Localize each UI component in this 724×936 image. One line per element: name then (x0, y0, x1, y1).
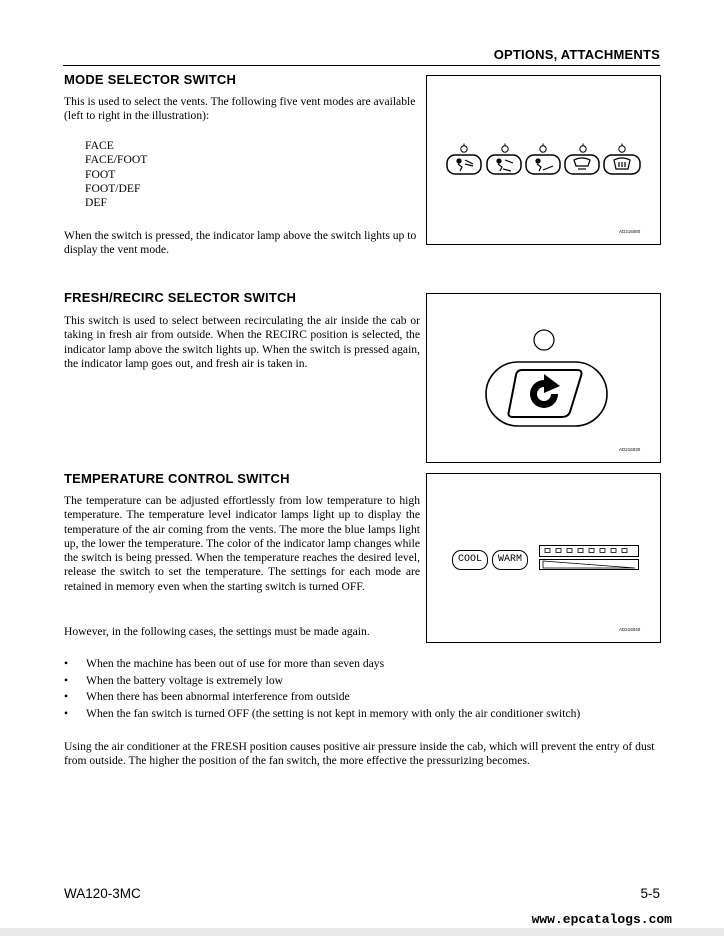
mode-item-face: FACE (85, 139, 114, 152)
recirc-switch-illustration (427, 294, 660, 462)
mode-item-face-foot: FACE/FOOT (85, 153, 148, 167)
fresh-figure (426, 293, 661, 463)
temperature-level-indicator (539, 545, 639, 573)
closing-paragraph: Using the air conditioner at the FRESH position causes positive air pressure inside the cab, which will prevent the entry of dust from outside. The higher the position of the fan switch, the more effective the pressurizing becomes. (64, 740, 655, 768)
cool-button: COOL (452, 550, 488, 570)
mode-item-foot-def: FOOT/DEF (85, 181, 141, 195)
fresh-figure-code: AD216030 (619, 447, 641, 452)
list-item: • When there has been abnormal interference from outside (64, 690, 664, 707)
temp-figure-code: AD216040 (619, 627, 641, 632)
list-item: • When the machine has been out of use for more than seven days (64, 657, 664, 674)
recirc-indicator-lamp (534, 330, 554, 350)
mode-figure-code: AD216080 (619, 229, 641, 234)
section-title: OPTIONS, ATTACHMENTS (493, 47, 660, 62)
temp-figure (426, 473, 661, 643)
mode-heading: MODE SELECTOR SWITCH (64, 72, 237, 87)
footer-page-number: 5-5 (640, 886, 660, 901)
temp-however: However, in the following cases, the settings must be made again. (64, 625, 370, 638)
warm-button: WARM (492, 550, 528, 570)
mode-item-foot: FOOT (85, 167, 116, 181)
mode-figure (426, 75, 661, 245)
footer-model: WA120-3MC (64, 886, 141, 901)
list-item: • When the fan switch is turned OFF (the setting is not kept in memory with only the air conditioner switch) (64, 707, 664, 724)
list-item: • When the battery voltage is extremely low (64, 674, 664, 691)
mode-note: When the switch is pressed, the indicator lamp above the switch lights up to display the vent mode. (64, 229, 417, 257)
temp-heading: TEMPERATURE CONTROL SWITCH (64, 471, 290, 486)
mode-intro: This is used to select the vents. The following five vent modes are available (left to right in the illustration): (64, 95, 416, 123)
temp-text: The temperature can be adjusted effortlessly from low temperature to high temperature. The temperature level indicator lamps light up to display the temperature of the air coming from the vents. The more the blue lamps light up, the lower the temperature. The color of the indicator lamp changes while the switch is being pressed. When the temperature reaches the desired level, release the switch to set the temperature. The settings for each mode are retained in memory even when the starting switch is turned OFF. (64, 494, 420, 593)
header-rule (63, 65, 660, 66)
fresh-text: This switch is used to select between recirculating the air inside the cab or taking in fresh air from outside. When the RECIRC position is selected, the indicator lamp above the switch lights up. When the switch is pressed again, the indicator lamp goes out, and fresh air is taken in. (64, 314, 420, 370)
mode-item-def: DEF (85, 196, 107, 210)
mode-list (85, 139, 147, 210)
footer-website-link[interactable]: www.epcatalogs.com (531, 912, 672, 927)
bottom-bar (0, 928, 724, 936)
mode-switch-illustration (427, 76, 660, 244)
fresh-heading: FRESH/RECIRC SELECTOR SWITCH (64, 290, 297, 305)
settings-reset-list (64, 657, 664, 723)
